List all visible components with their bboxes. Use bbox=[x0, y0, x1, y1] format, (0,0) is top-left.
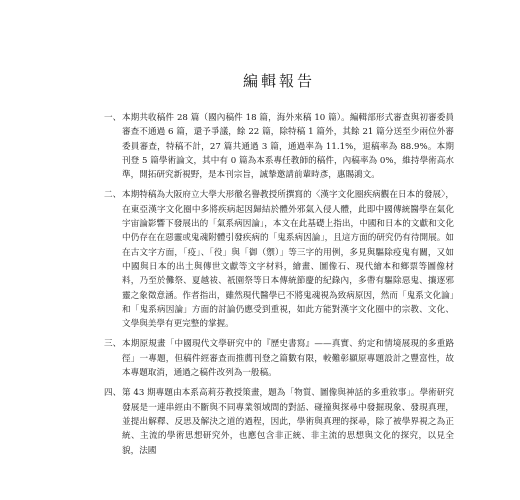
item-number: 一、 bbox=[104, 113, 122, 123]
item-number: 四、 bbox=[104, 388, 122, 399]
item-text: 本期原規畫「中國現代文學研究中的『歷史書寫』——真實、約定和情境展現的多重路徑」一專題，但稿件經審查而推薦刊登之篇數有限，較難彰顯原專題設計之豐富性，故本專題取消，通過之稿件改列為一般稿。 bbox=[122, 339, 454, 379]
item-number: 三、 bbox=[104, 339, 122, 350]
report-item bbox=[104, 111, 454, 182]
page-title: 編輯報告 bbox=[242, 72, 315, 90]
report-item bbox=[104, 188, 454, 331]
report-items bbox=[104, 111, 454, 458]
report-item bbox=[104, 386, 454, 457]
item-text: 本期特稿為大阪府立大學大形徹名譽教授所撰寫的〈漢字文化圈疾病觀在日本的發展〉，在東亞漢字文化圈中多將疾病起因歸結於體外邪氣入侵人體，此即中國傳統醫學在氣化宇宙論影響下發展出的「氣系病因論」，本文在此基礎上指出，中國和日本的文獻和文化中仍存在在惡靈或鬼魂附體引發疾病的「鬼系病因論」，且這方面的研究仍有待開展。如在古文字方面，「疫」、「役」與「御（禦）」等三字的用例，多見與驅除疫鬼有關，又如中國與日本的出土與傳世文獻等文字材料，繪畫、圖像石、現代繪本和鄉票等圖像材料，乃至於儺祭、夏越祓、祇園祭等日本傳統節慶的紀錄內，多帶有驅除惡鬼、攘逐邪靈之象徵意涵。作者指出，雖然現代醫學已不將鬼魂視為致病原因，然而「鬼系文化論」和「鬼系病因論」方面的討論仍應受到重視，如此方能對漢字文化圈中的宗教、文化、文學與美學有更完整的掌握。 bbox=[122, 190, 454, 330]
item-text: 本期共收稿件 28 篇（國內稿件 18 篇，海外來稿 10 篇）。編輯部形式審查與初審委員審查不通過 6 篇，還予爭議，餘 22 篇，除特稿 1 篇外，其餘 21 篇分送至少兩位外審委員審查，特稿不計，27 篇共通過 3 篇，通過率為 11.1%，退稿率為 88.9%。本期刊登 5 篇學術論文，其中有 0 篇為本系專任教師的稿件，內稿率為 0%，維持學術高水準，開拓研究新視野，是本刊宗旨，誠摯邀請前輩時彥，惠賜鴻文。 bbox=[122, 113, 454, 181]
item-number: 二、 bbox=[104, 190, 122, 201]
item-text: 第 43 期專題由本系高莉芬教授策畫，題為「物質、圖像與神話的多重敘事」。學術研究發展是一連串經由不斷與不同專業領域間的對話、碰撞與探尋中發掘現象、發現真理，並提出解釋、反思及解決之道的過程，因此，學術與真理的探尋，除了被學界視之為正統、主流的學術思想研究外，也應包含非正統、非主流的思想與文化的探究，以見全貌，法國 bbox=[122, 388, 454, 456]
report-item bbox=[104, 337, 454, 380]
